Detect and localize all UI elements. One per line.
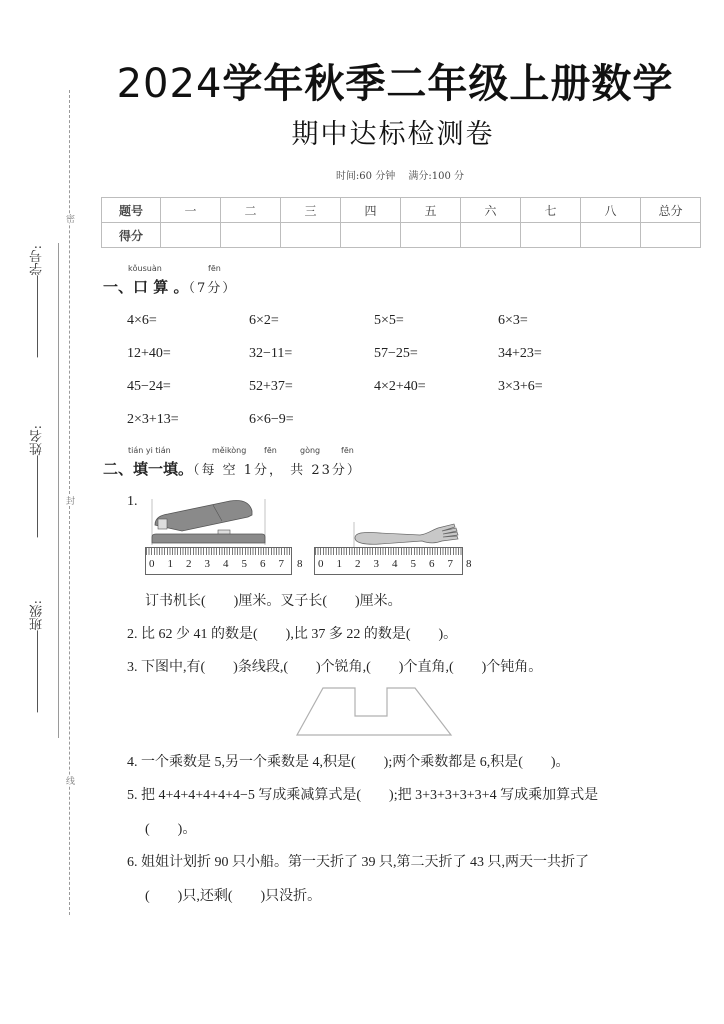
score-input-cell[interactable] [641,223,701,248]
fork-icon [350,522,460,550]
calc-item: 52+37= [249,379,293,394]
question-2: 2. 比 62 少 41 的数是( ),比 37 多 22 的数是( )。 [127,627,458,642]
score-table-header-row [102,198,701,223]
student-name-field[interactable] [28,425,47,540]
calc-item: 6×6−9= [249,412,294,427]
student-name-blank[interactable] [37,455,38,537]
score-input-cell[interactable] [401,223,461,248]
score-input-cell[interactable] [161,223,221,248]
page-title [0,52,724,109]
section-2-heading [103,458,362,479]
section-1-heading [103,276,237,297]
pinyin-tianyitian: tián yi tián [128,446,171,455]
section-1-title: 一、口 算 。 [103,278,189,296]
student-name-label: 姓名: [30,425,45,456]
title-year: 2024 [116,61,223,107]
seal-char-xian: 线 [64,776,74,785]
question-3: 3. 下图中,有( )条线段,( )个锐角,( )个直角,( )个钝角。 [127,660,543,675]
score-input-cell[interactable] [341,223,401,248]
score-table-cell: 二 [221,198,281,223]
calc-item: 45−24= [127,379,171,394]
exam-full-score: 满分:100 分 [408,171,465,182]
seal-char-feng: 封 [64,496,74,505]
section-1-score: （7分） [188,281,238,296]
student-id-label: 学号: [30,245,45,276]
calc-item: 32−11= [249,346,293,361]
pinyin-fen: fēn [208,264,221,273]
fork-ruler [314,547,472,575]
question-5-line-2: ( )。 [145,822,197,837]
calc-item: 34+23= [498,346,542,361]
score-table-cell: 七 [521,198,581,223]
pinyin-fen: fēn [264,446,277,455]
score-table-cell: 五 [401,198,461,223]
section-2-title: 二、填一填。 [103,460,194,478]
exam-meta [0,167,724,182]
pinyin-kousuan: kǒusuàn [128,264,162,273]
ruler-ticks [315,548,462,555]
score-table-score-row [102,223,701,248]
score-table-cell: 三 [281,198,341,223]
question-6-line-1: 6. 姐姐计划折 90 只小船。第一天折了 39 只,第二天折了 43 只,两天一共折了 [127,855,589,870]
ruler-ticks [146,548,291,555]
calc-item: 5×5= [374,313,404,328]
stapler-icon [148,497,272,547]
class-label: 班级: [30,600,45,631]
ruler-numbers: 0 1 2 3 4 5 6 7 8 [318,558,472,570]
section-2-score: （每 空 1分， 共 23分） [193,463,362,478]
question-4: 4. 一个乘数是 5,另一个乘数是 4,积是( );两个乘数都是 6,积是( )。 [127,755,570,770]
pinyin-meikong: měikòng [212,446,247,455]
question-6-line-2: ( )只,还剩( )只没折。 [145,889,322,904]
student-id-field[interactable] [28,245,47,360]
seal-char-mi: 密 [64,214,74,223]
pinyin-fen: fēn [341,446,354,455]
calc-item: 4×2+40= [374,379,426,394]
geometry-figure [295,685,455,737]
ruler-numbers: 0 1 2 3 4 5 6 7 8 [149,558,303,570]
score-input-cell[interactable] [221,223,281,248]
calc-item: 57−25= [374,346,418,361]
question-1-text: 订书机长( )厘米。叉子长( )厘米。 [145,594,402,609]
calc-item: 6×3= [498,313,528,328]
class-field[interactable] [28,600,47,715]
question-1-number: 1. [127,494,138,509]
score-table-cell: 题号 [102,198,161,223]
margin-solid-line [58,243,59,738]
calc-item: 6×2= [249,313,279,328]
calc-item: 3×3+6= [498,379,543,394]
score-table-cell: 一 [161,198,221,223]
question-5-line-1: 5. 把 4+4+4+4+4+4−5 写成乘减算式是( );把 3+3+3+3+3+4 写成乘加算式是 [127,788,599,803]
student-id-blank[interactable] [37,275,38,357]
score-input-cell[interactable] [461,223,521,248]
score-input-cell[interactable] [581,223,641,248]
score-table [101,197,701,248]
class-blank[interactable] [37,630,38,712]
score-table-cell: 六 [461,198,521,223]
score-input-cell[interactable] [521,223,581,248]
exam-time: 时间:60 分钟 [335,171,396,182]
score-table-cell: 四 [341,198,401,223]
title-text: 学年秋季二年级上册数学 [222,61,674,107]
page-subtitle: 期中达标检测卷 [291,119,495,150]
calc-item: 4×6= [127,313,157,328]
pinyin-gong: gòng [300,446,321,455]
calc-item: 2×3+13= [127,412,179,427]
score-table-cell: 八 [581,198,641,223]
score-input-cell[interactable] [281,223,341,248]
calc-item: 12+40= [127,346,171,361]
score-table-cell: 得分 [102,223,161,248]
stapler-ruler [145,547,303,575]
score-table-cell: 总分 [641,198,701,223]
